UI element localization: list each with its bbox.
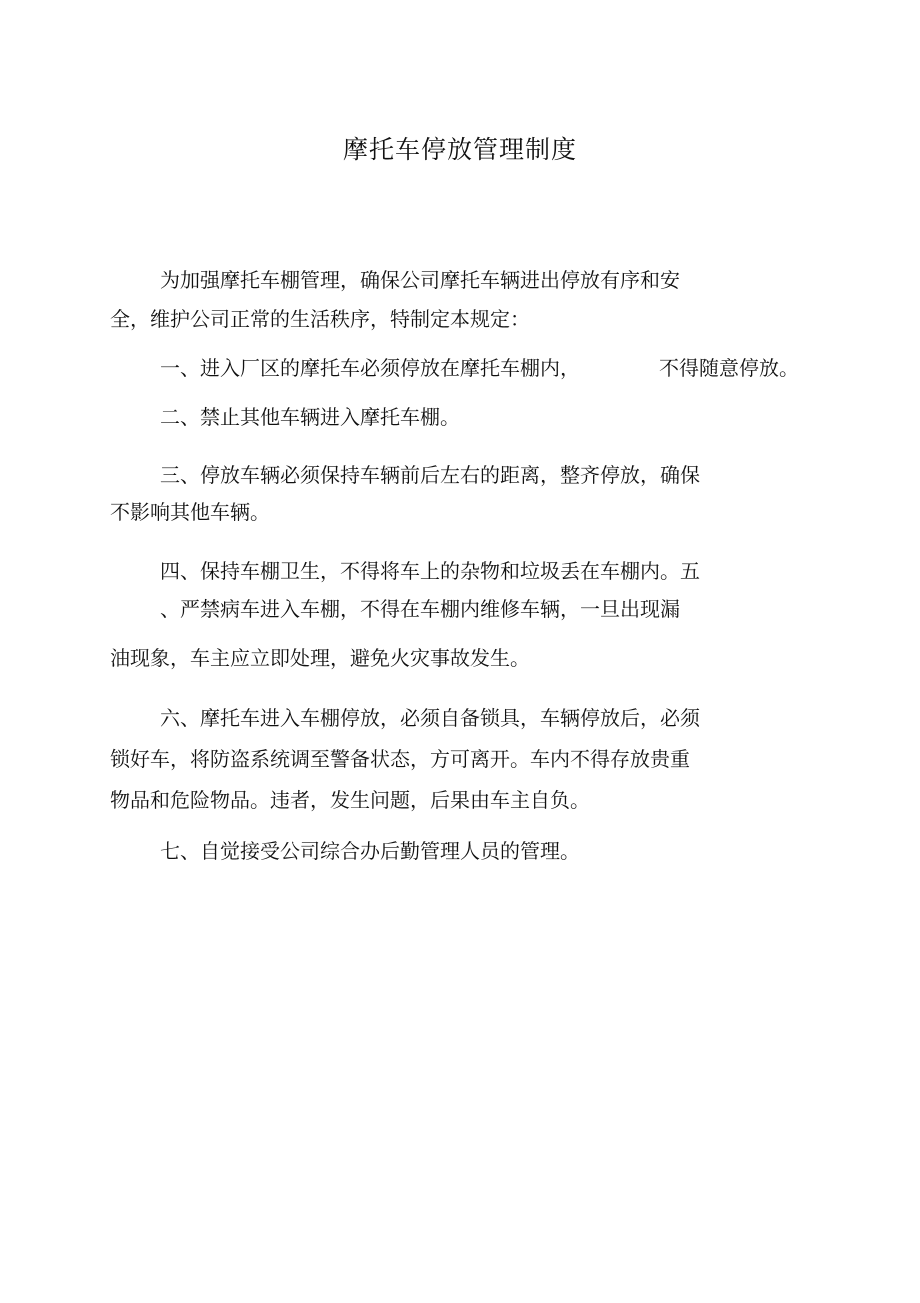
rule-4-5-line-3: 油现象，车主应立即处理，避免火灾事故发生。 <box>110 646 530 670</box>
intro-line-2: 全，维护公司正常的生活秩序，特制定本规定： <box>110 307 530 331</box>
rule-4-5-line-1: 四、保持车棚卫生，不得将车上的杂物和垃圾丢在车棚内。五 <box>160 559 700 583</box>
intro-line-1: 为加强摩托车棚管理，确保公司摩托车辆进出停放有序和安 <box>160 268 680 292</box>
rule-6-line-2: 锁好车，将防盗系统调至警备状态，方可离开。车内不得存放贵重 <box>110 747 690 771</box>
document-title: 摩托车停放管理制度 <box>342 135 577 164</box>
rule-1-part-1: 一、进入厂区的摩托车必须停放在摩托车棚内， <box>160 356 580 380</box>
rule-1-part-2: 不得随意停放。 <box>659 356 799 380</box>
rule-2-line-1: 二、禁止其他车辆进入摩托车棚。 <box>160 405 460 429</box>
rule-3-line-1: 三、停放车辆必须保持车辆前后左右的距离，整齐停放，确保 <box>160 463 700 487</box>
rule-4-5-line-2: 、严禁病车进入车棚，不得在车棚内维修车辆，一旦出现漏 <box>160 597 680 621</box>
rule-7-line-1: 七、自觉接受公司综合办后勤管理人员的管理。 <box>160 839 580 863</box>
rule-6-line-3: 物品和危险物品。违者，发生问题，后果由车主自负。 <box>110 788 590 812</box>
rule-6-line-1: 六、摩托车进入车棚停放，必须自备锁具，车辆停放后，必须 <box>160 706 700 730</box>
rule-3-line-2: 不影响其他车辆。 <box>110 500 270 524</box>
